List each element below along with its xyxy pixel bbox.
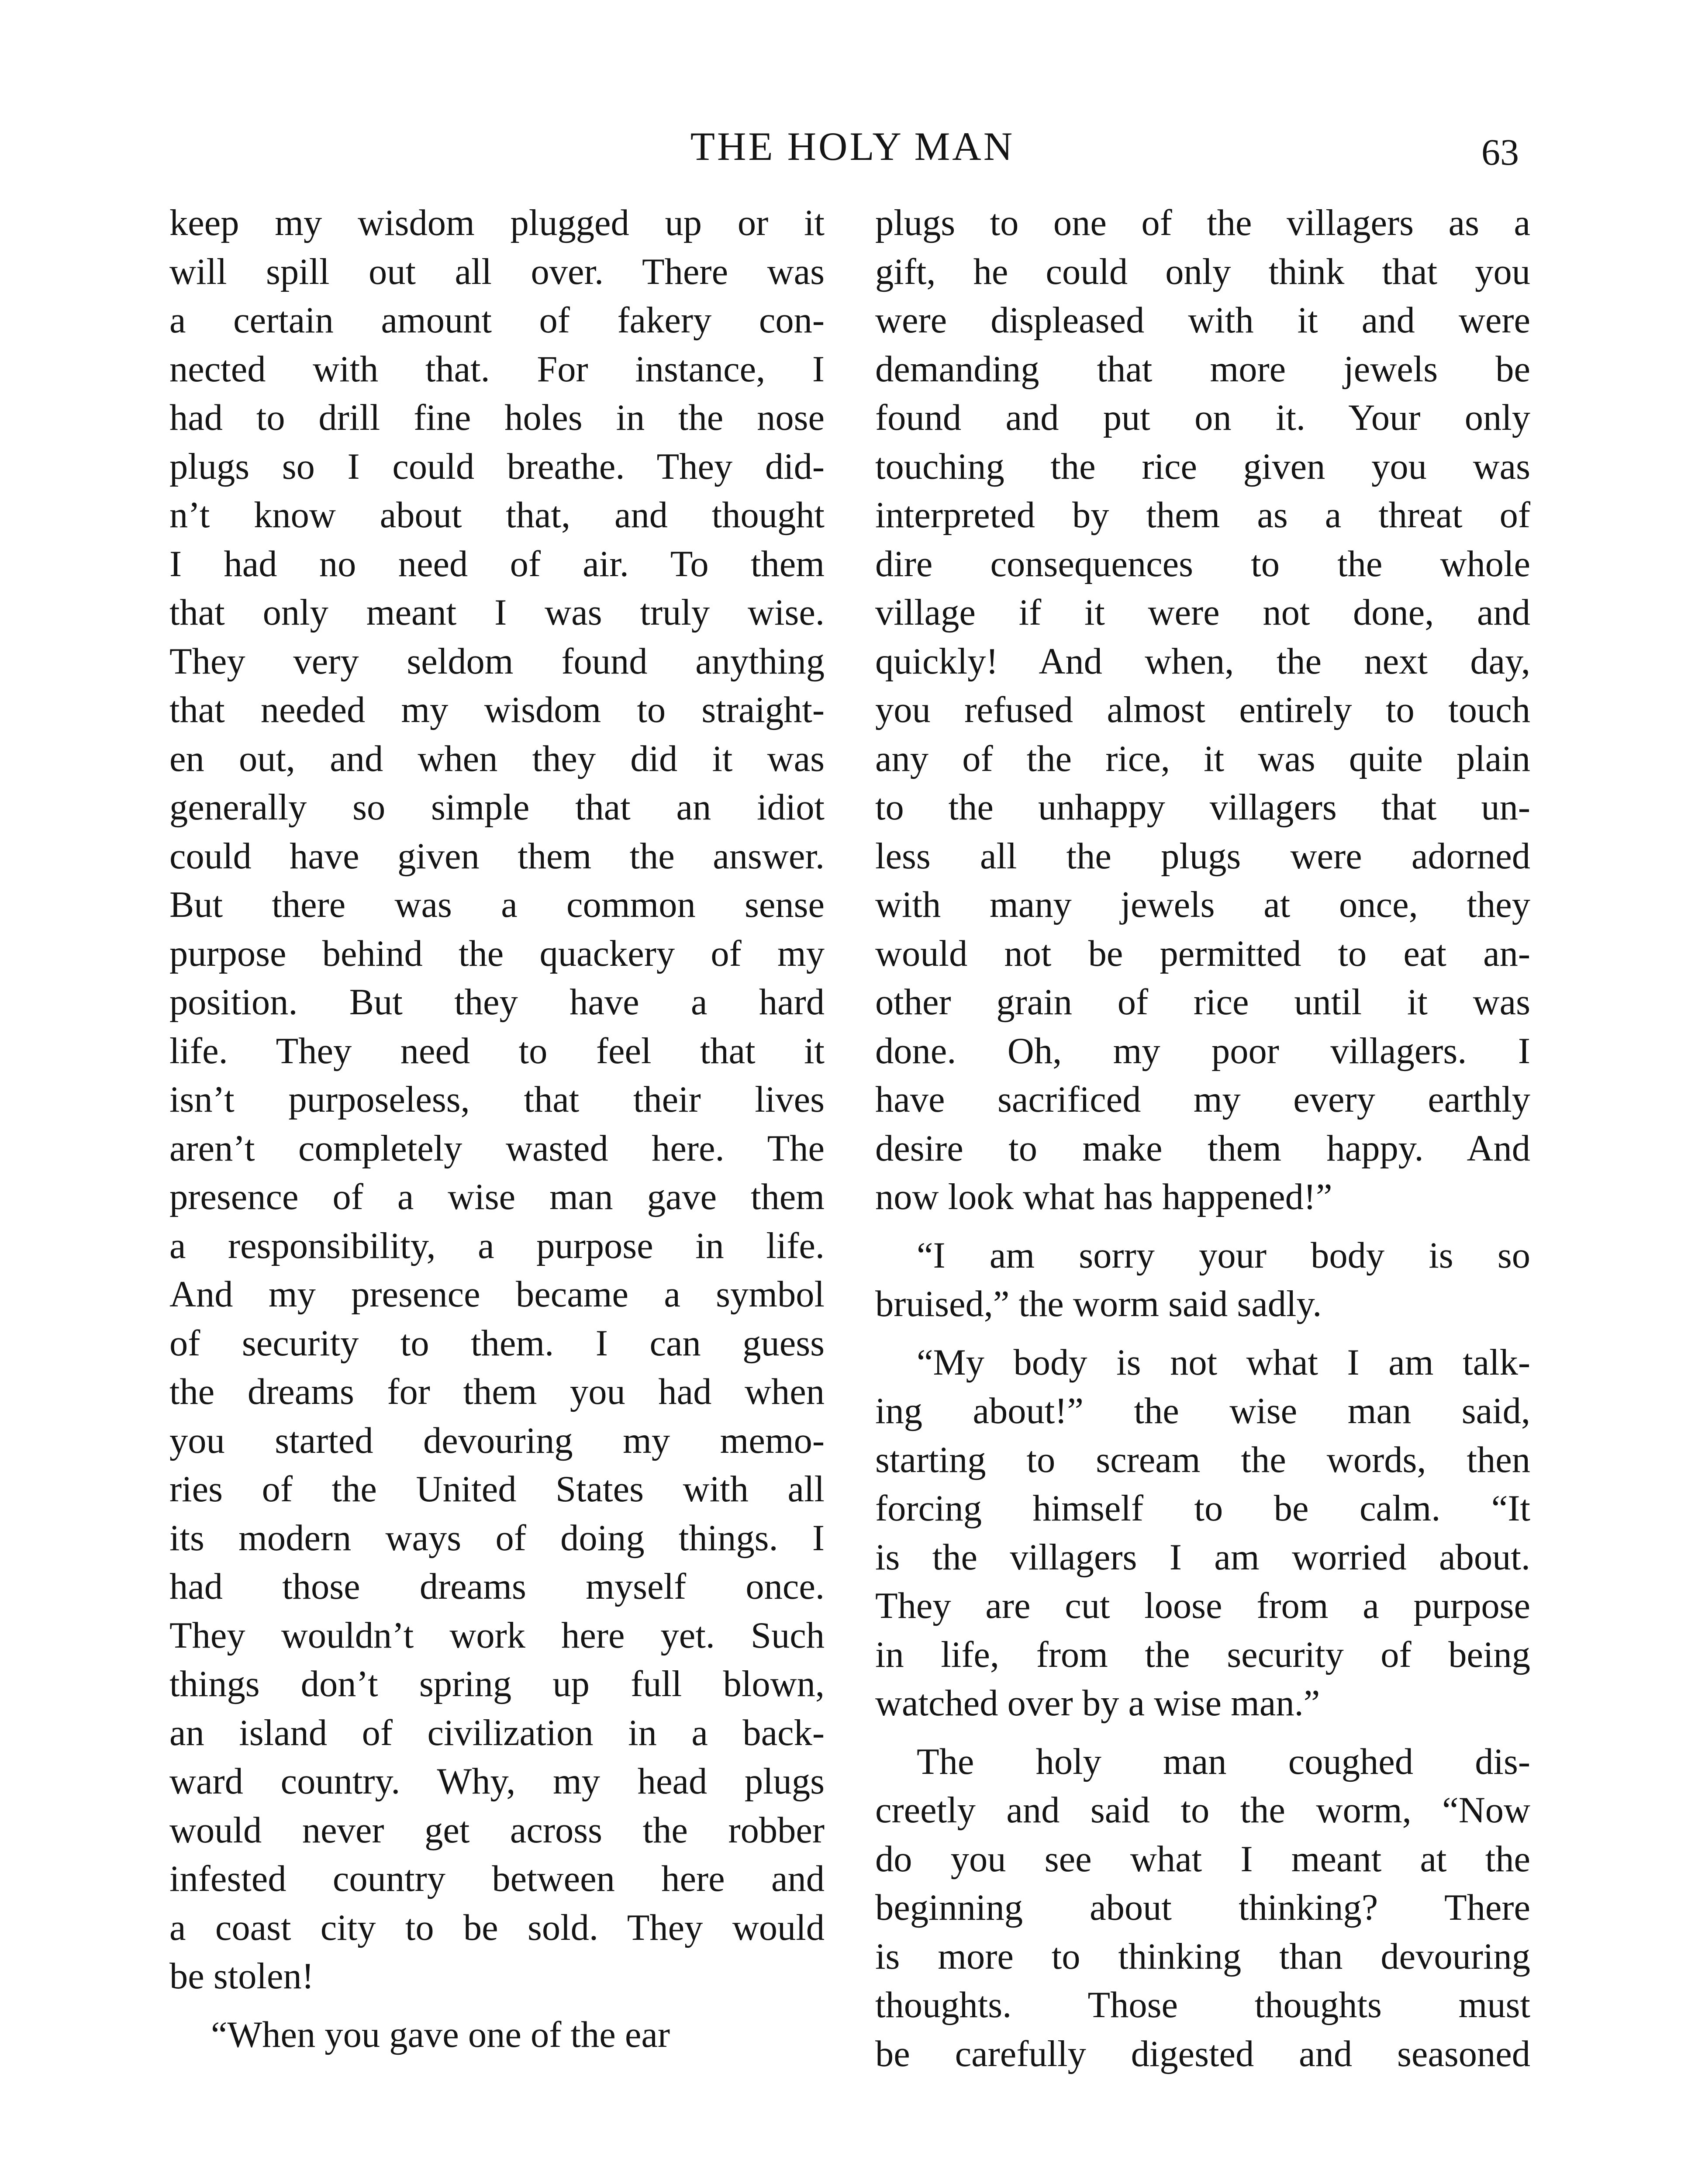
paragraph-start-line: “When you gave one of the ear: [211, 2014, 670, 2055]
text-line: a certain amount of fakery con-: [169, 300, 825, 341]
text-line: is the villagers I am worried about.: [875, 1537, 1530, 1578]
text-line: had those dreams myself once.: [169, 1566, 825, 1607]
text-line: life. They need to feel that it: [169, 1030, 825, 1071]
text-line: is more to thinking than devouring: [875, 1936, 1530, 1977]
text-line: gift, he could only think that you: [875, 251, 1530, 292]
text-line: an island of civilization in a back-: [169, 1712, 825, 1753]
text-line: bruised,” the worm said sadly.: [875, 1284, 1322, 1324]
text-line: less all the plugs were adorned: [875, 836, 1530, 877]
text-line: infested country between here and: [169, 1859, 825, 1899]
text-line: found and put on it. Your only: [875, 397, 1530, 438]
text-line: aren’t completely wasted here. The: [169, 1128, 825, 1169]
text-line: now look what has happened!”: [875, 1177, 1332, 1217]
paragraph-start-line: “I am sorry your body is so: [917, 1235, 1530, 1276]
text-line: keep my wisdom plugged up or it: [169, 203, 825, 243]
text-line: nected with that. For instance, I: [169, 349, 825, 390]
text-line: watched over by a wise man.”: [875, 1683, 1320, 1724]
text-line: purpose behind the quackery of my: [169, 933, 825, 974]
text-line: other grain of rice until it was: [875, 982, 1530, 1023]
text-line: They very seldom found anything: [169, 641, 825, 682]
text-line: will spill out all over. There was: [169, 251, 825, 292]
text-line: would never get across the robber: [169, 1810, 825, 1851]
text-line: touching the rice given you was: [875, 446, 1530, 487]
text-line: demanding that more jewels be: [875, 349, 1530, 390]
text-line: to the unhappy villagers that un-: [875, 787, 1530, 828]
running-title: THE HOLY MAN: [690, 124, 1015, 169]
text-line: generally so simple that an idiot: [169, 787, 825, 828]
text-line: would not be permitted to eat an-: [875, 933, 1530, 974]
text-line: that only meant I was truly wise.: [169, 592, 825, 633]
text-line: be stolen!: [169, 1956, 314, 1997]
text-line: done. Oh, my poor villagers. I: [875, 1030, 1530, 1071]
text-line: I had no need of air. To them: [169, 543, 825, 584]
text-line: its modern ways of doing things. I: [169, 1517, 825, 1559]
text-line: the dreams for them you had when: [169, 1372, 825, 1412]
text-column-right: [875, 199, 1530, 2078]
text-line: were displeased with it and were: [875, 300, 1530, 341]
text-line: beginning about thinking? There: [875, 1887, 1530, 1928]
text-line: ward country. Why, my head plugs: [169, 1761, 825, 1802]
page-number: 63: [1481, 131, 1519, 173]
text-line: isn’t purposeless, that their lives: [169, 1079, 825, 1120]
text-line: desire to make them happy. And: [875, 1128, 1530, 1169]
text-column-left: [169, 199, 825, 2059]
text-line: you refused almost entirely to touch: [875, 690, 1530, 730]
text-line: a coast city to be sold. They would: [169, 1907, 825, 1948]
text-line: dire consequences to the whole: [875, 543, 1530, 584]
text-line: could have given them the answer.: [169, 836, 825, 877]
text-line: position. But they have a hard: [169, 982, 825, 1023]
paragraph-start-line: The holy man coughed dis-: [917, 1741, 1530, 1782]
text-line: They are cut loose from a purpose: [875, 1586, 1530, 1626]
text-line: have sacrificed my every earthly: [875, 1079, 1530, 1120]
text-line: They wouldn’t work here yet. Such: [169, 1615, 825, 1656]
text-line: a responsibility, a purpose in life.: [169, 1225, 825, 1266]
text-line: interpreted by them as a threat of: [875, 495, 1530, 536]
text-line: with many jewels at once, they: [875, 885, 1530, 925]
text-line: ries of the United States with all: [169, 1469, 825, 1510]
paragraph-start-line: “My body is not what I am talk-: [917, 1342, 1530, 1383]
text-line: had to drill fine holes in the nose: [169, 397, 825, 438]
text-line: you started devouring my memo-: [169, 1420, 825, 1461]
text-line: things don’t spring up full blown,: [169, 1664, 825, 1704]
text-line: be carefully digested and seasoned: [875, 2033, 1530, 2074]
text-line: creetly and said to the worm, “Now: [875, 1790, 1530, 1831]
text-line: any of the rice, it was quite plain: [875, 738, 1530, 779]
text-line: n’t know about that, and thought: [169, 495, 825, 536]
text-line: in life, from the security of being: [875, 1634, 1530, 1675]
text-line: presence of a wise man gave them: [169, 1177, 825, 1217]
text-line: that needed my wisdom to straight-: [169, 690, 825, 730]
text-line: forcing himself to be calm. “It: [875, 1488, 1530, 1529]
text-line: plugs so I could breathe. They did-: [169, 446, 825, 487]
text-line: quickly! And when, the next day,: [875, 641, 1530, 682]
text-line: ing about!” the wise man said,: [875, 1391, 1530, 1431]
text-line: village if it were not done, and: [875, 592, 1530, 633]
text-line: plugs to one of the villagers as a: [875, 203, 1530, 243]
text-line: But there was a common sense: [169, 885, 825, 925]
text-line: starting to scream the words, then: [875, 1439, 1530, 1480]
text-line: do you see what I meant at the: [875, 1838, 1530, 1880]
text-line: of security to them. I can guess: [169, 1323, 825, 1364]
text-line: thoughts. Those thoughts must: [875, 1985, 1530, 2025]
text-line: en out, and when they did it was: [169, 738, 825, 779]
text-line: And my presence became a symbol: [169, 1274, 825, 1315]
